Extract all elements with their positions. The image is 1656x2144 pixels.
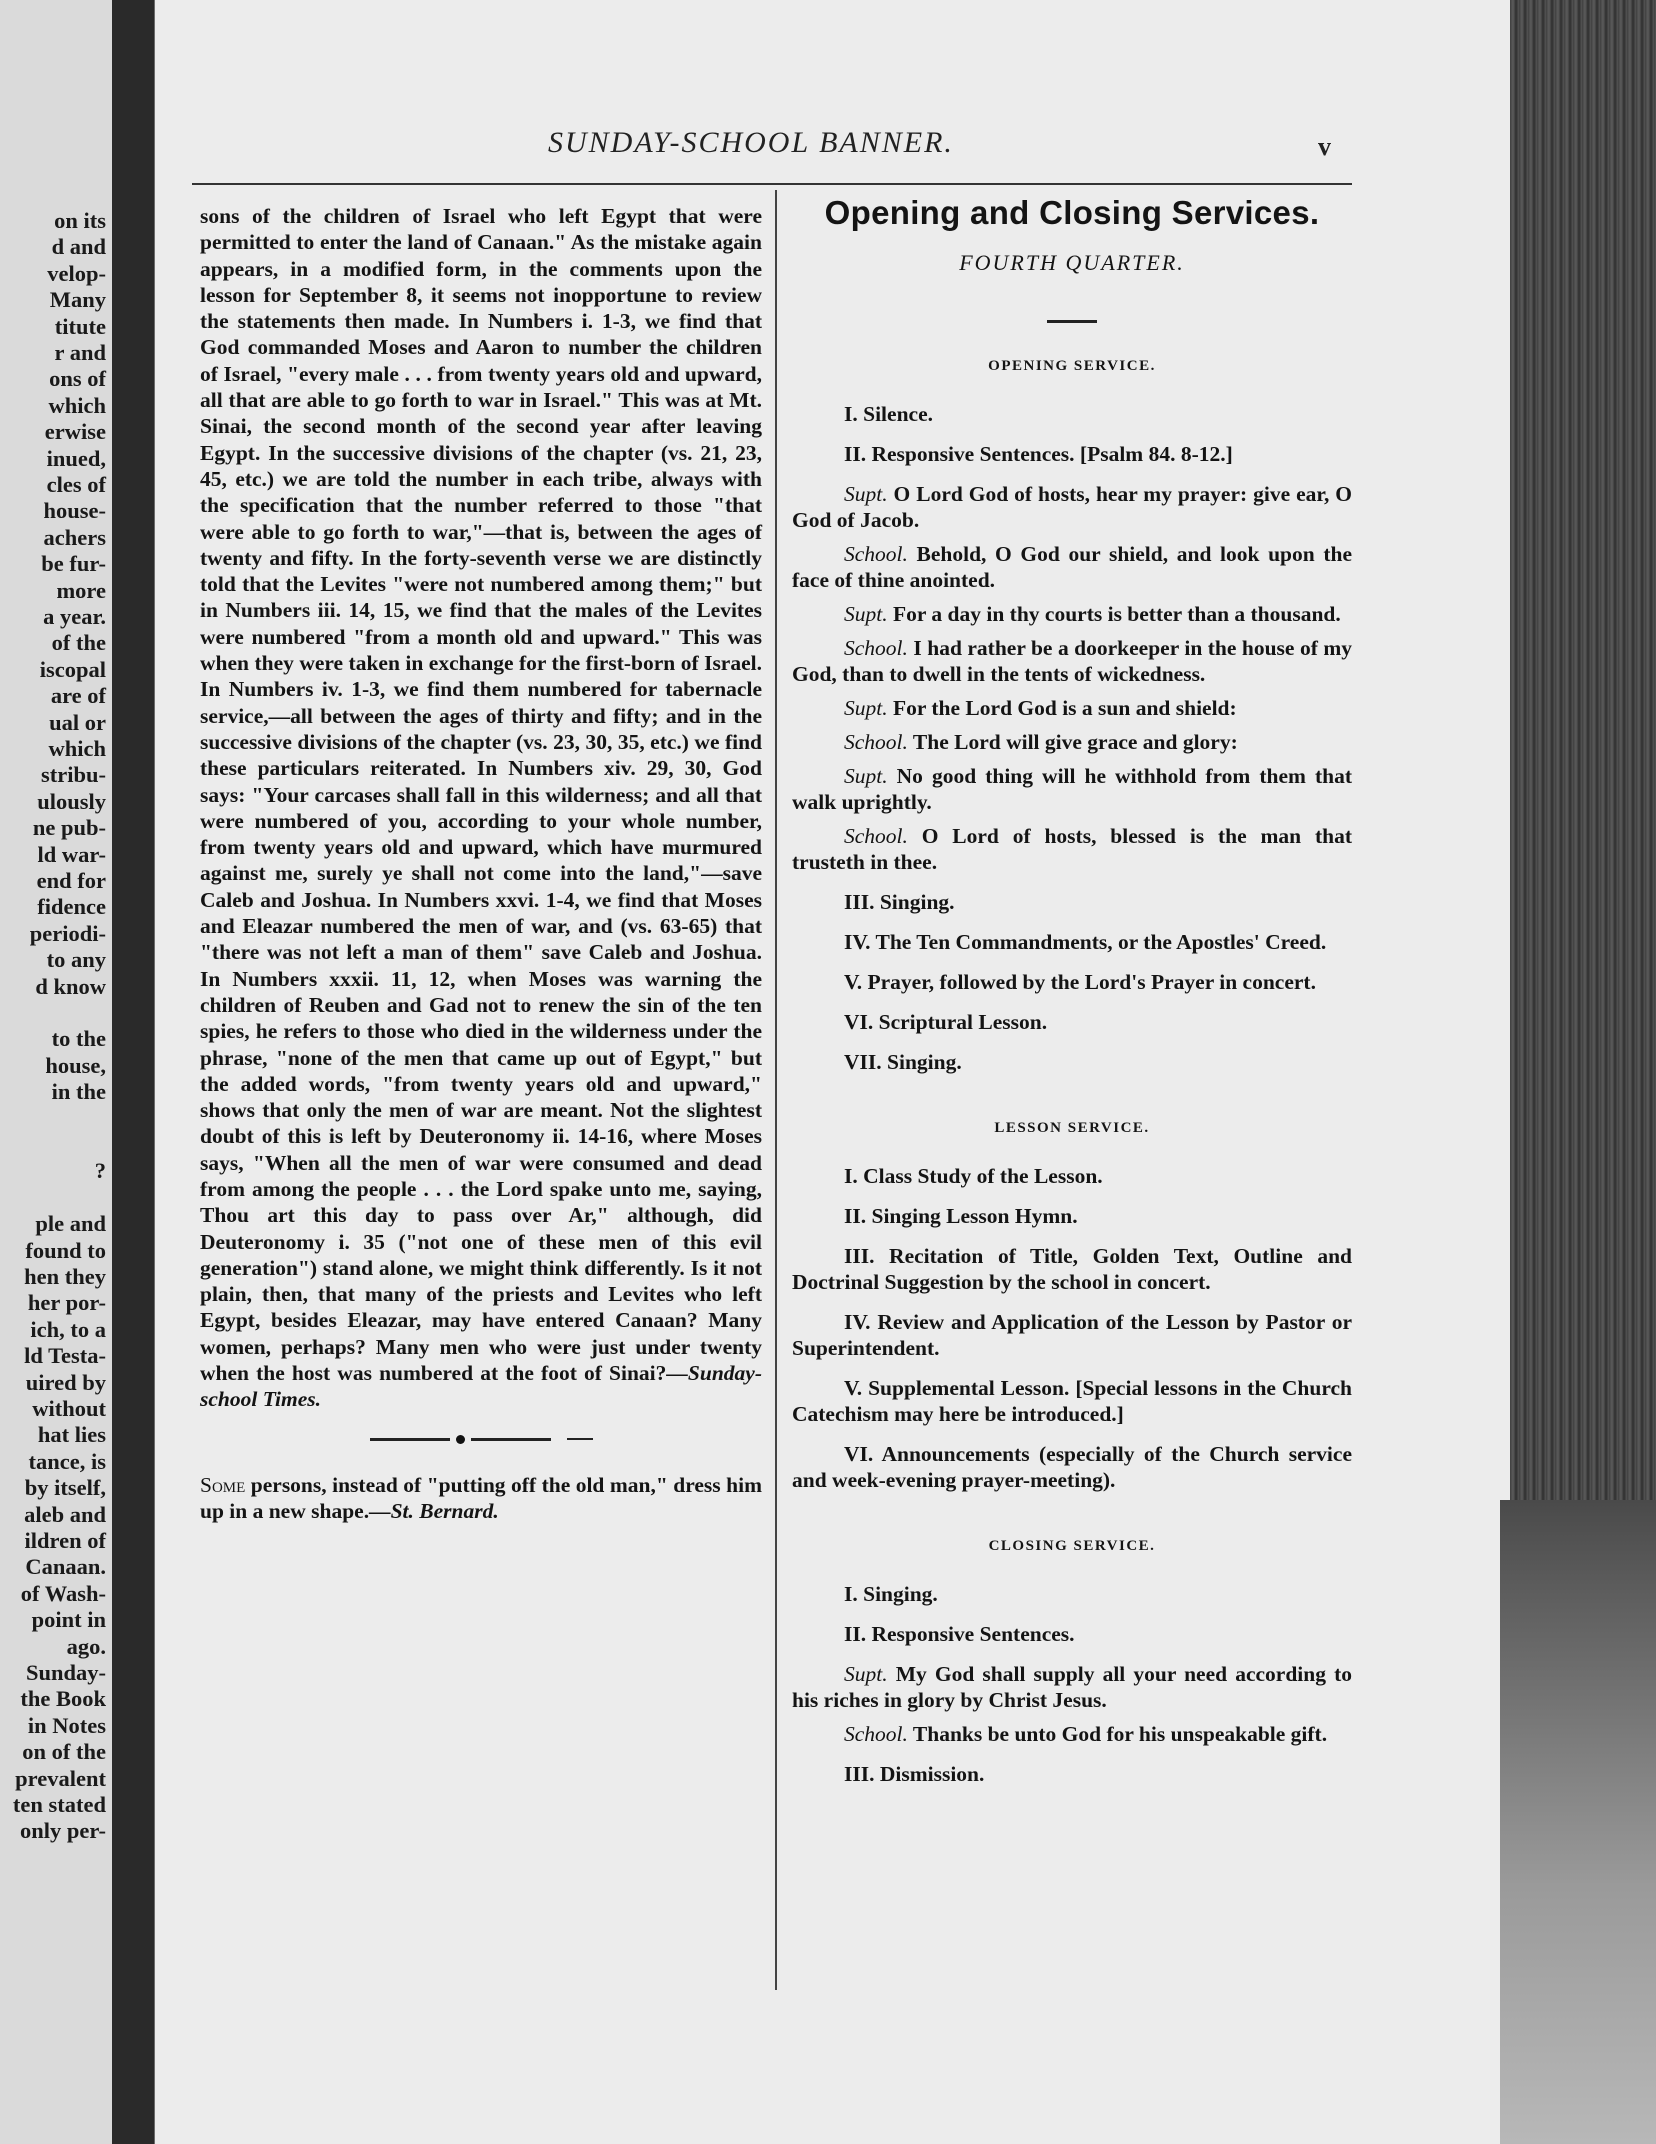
- service-item: VI. Announcements (especially of the Church service and week-evening prayer-meeting).: [792, 1442, 1352, 1492]
- facing-page-line: uired by: [25, 1369, 106, 1395]
- facing-page-line: which: [48, 392, 106, 418]
- quote-attribution: —St. Bernard.: [369, 1498, 499, 1523]
- facing-page-line: house-: [43, 498, 106, 524]
- facing-page-line: Sunday-: [25, 1660, 106, 1685]
- facing-page-line: fidence: [37, 894, 106, 920]
- facing-page-line: titute: [54, 313, 106, 339]
- facing-page-line: end for: [36, 868, 106, 893]
- facing-page-line: of the: [51, 630, 106, 656]
- facing-page-line: ld Testa-: [24, 1343, 106, 1369]
- column-rule: [775, 190, 777, 1990]
- page-number: v: [1318, 132, 1331, 161]
- service-item: III. Dismission.: [844, 1762, 985, 1786]
- facing-page-line: the Book: [20, 1686, 106, 1712]
- facing-page-line: on of the: [22, 1739, 106, 1765]
- running-head: SUNDAY-SCHOOL BANNER.: [548, 126, 954, 159]
- responsive-line: School. I had rather be a doorkeeper in the house of my God, than to dwell in the tents of wickedness.: [792, 636, 1352, 686]
- facing-page-line: ual or: [49, 709, 106, 735]
- quote-text: persons, instead of "putting off the old man," dress him up in a new shape.: [200, 1472, 762, 1523]
- facing-page-fragment: [0, 0, 112, 2144]
- facing-page-line: to any: [46, 947, 106, 973]
- facing-page-line: periodi-: [29, 920, 106, 946]
- responsive-line: Supt. For the Lord God is a sun and shield:: [844, 696, 1237, 720]
- service-item: IV. The Ten Commandments, or the Apostles' Creed.: [844, 930, 1327, 954]
- title-rule: [1047, 320, 1097, 323]
- service-item: V. Supplemental Lesson. [Special lessons in the Church Catechism may here be introduced.]: [792, 1376, 1352, 1426]
- facing-page-line: cles of: [46, 472, 106, 497]
- facing-page-line: in the: [51, 1079, 106, 1105]
- article-text: sons of the children of Israel who left Egypt that were permitted to enter the land of Canaan." As the mistake again appears, in a modified form, in the comments upon the lesson for September 8, it seems not inopportune to review the statements then made. In Numbers i. 1-3, we find that God commanded Moses and Aaron to number the children of Israel, "every male . . . from twenty years old and upward, all that are able to go forth to war in Israel." This was at Mt. Sinai, the second month of the second year after leaving Egypt. In the successive divisions of the chapter (vs. 21, 23, 45, etc.) we are told the number in each tribe, always with the specification that the number referred to those "that were able to go forth to war,"—that is, between the ages of twenty and fifty. In the forty-seventh verse we are distinctly told that the Levites "were not numbered among them;" but in Numbers iii. 14, 15, we find that the males of the Levites were numbered "from a month old and upward." This was when they were taken in exchange for the first-born of Israel. In Numbers iv. 1-3, we find them numbered for tabernacle service,—all between the ages of thirty and fifty; and in the successive divisions of the chapter (vs. 23, 30, 35, etc.) we find these particulars reiterated. In Numbers xiv. 29, 30, God says: "Your carcases shall fall in this wilderness; and all that were numbered of you, according to your whole number, from twenty years old and upward, which have murmured against me, surely ye shall not come into the land,"—save Caleb and Joshua. In Numbers xxvi. 1-4, we find that Moses and Eleazar numbered the men of war, and (vs. 63-65) that "there was not left a man of them" save Caleb and Joshua. In Numbers xxxii. 11, 12, when Moses was warning the children of Reuben and Gad not to renew the sin of the ten spies, he refers to those who died in the wilderness under the phrase, "none of the men that came up out of Egypt," but the added words, "from twenty years old and upward," shows that only the men of war are meant. Not the slightest doubt of this is left by Deuteronomy ii. 14-16, where Moses says, "When all the men of war were consumed and dead from among the people . . . the Lord spake unto me, saying, Thou art this day to pass over Ar," although, did Deuteronomy i. 35 ("not one of these men of this evil generation") stand alone, we might think differently. Is it not plain, then, that many of the priests and Levites who left Egypt, besides Eleazar, may have entered Canaan? Many women, perhaps? Many men who were just under twenty when the host was numbered at the foot of Sinai?: [200, 204, 762, 1386]
- facing-page-line: prevalent: [15, 1765, 106, 1791]
- facing-page-line: inued,: [46, 445, 106, 471]
- facing-page-line: Canaan.: [25, 1554, 106, 1580]
- section-heading: LESSON SERVICE.: [994, 1120, 1150, 1136]
- service-item: I. Silence.: [844, 402, 933, 426]
- service-item: II. Responsive Sentences. [Psalm 84. 8-12.]: [844, 442, 1233, 466]
- facing-page-line: ne pub-: [32, 815, 106, 841]
- facing-page-line: velop-: [47, 260, 106, 286]
- facing-page-line: are of: [50, 683, 106, 709]
- facing-page-line: house,: [45, 1052, 106, 1078]
- service-item: II. Singing Lesson Hymn.: [844, 1204, 1078, 1228]
- quote-lead: Some: [200, 1472, 246, 1497]
- ornamental-divider: [200, 1435, 762, 1444]
- responsive-line: Supt. O Lord God of hosts, hear my prayer: give ear, O God of Jacob.: [792, 482, 1352, 532]
- responsive-line: Supt. No good thing will he withhold from them that walk uprightly.: [792, 764, 1352, 814]
- responsive-line: School. Thanks be unto God for his unspeakable gift.: [844, 1722, 1328, 1746]
- facing-page-line: ld war-: [37, 841, 106, 867]
- service-item: V. Prayer, followed by the Lord's Prayer in concert.: [844, 970, 1316, 994]
- section-heading: CLOSING SERVICE.: [988, 1538, 1156, 1554]
- opening-service: [792, 353, 1352, 1075]
- facing-page-line: without: [32, 1396, 106, 1421]
- facing-page-line: to the: [51, 1026, 106, 1052]
- service-item: VII. Singing.: [844, 1050, 962, 1074]
- facing-page-line: more: [56, 577, 106, 603]
- book-gutter: [112, 0, 154, 2144]
- facing-page-line: ulously: [37, 788, 106, 814]
- responsive-line: School. O Lord of hosts, blessed is the man that trusteth in thee.: [792, 824, 1352, 874]
- facing-page-line: only per-: [19, 1818, 106, 1844]
- article-attribution: —Sunday-school Times.: [200, 1361, 762, 1412]
- facing-page-line: ple and: [35, 1211, 106, 1237]
- facing-page-line: stribu-: [40, 762, 106, 788]
- service-item: III. Recitation of Title, Golden Text, Outline and Doctrinal Suggestion by the school in concert.: [792, 1244, 1352, 1294]
- facing-page-line: be fur-: [41, 551, 106, 577]
- facing-page-line: point in: [31, 1607, 106, 1633]
- facing-page-line: iscopal: [39, 656, 106, 682]
- service-item: IV. Review and Application of the Lesson by Pastor or Superintendent.: [792, 1310, 1352, 1360]
- facing-page-line: aleb and: [24, 1501, 106, 1527]
- facing-page-line: ten stated: [12, 1792, 106, 1817]
- facing-page-line: by itself,: [24, 1475, 106, 1501]
- page-edges-lower: [1500, 1500, 1656, 2144]
- responsive-line: Supt. For a day in thy courts is better than a thousand.: [844, 602, 1341, 626]
- left-column: [200, 203, 762, 1524]
- facing-page-line: ons of: [49, 366, 106, 392]
- closing-service: [792, 1533, 1352, 1787]
- facing-page-line: ?: [94, 1158, 106, 1184]
- facing-page-line: Many: [49, 287, 106, 313]
- facing-page-line: found to: [25, 1237, 106, 1263]
- article-body: [200, 203, 762, 1413]
- facing-page-line: r and: [54, 340, 106, 365]
- facing-page-line: d and: [51, 234, 106, 260]
- facing-page-line: on its: [54, 208, 106, 233]
- facing-page-line: tance, is: [28, 1448, 106, 1474]
- facing-page-line: which: [48, 736, 106, 761]
- quote-paragraph: [200, 1472, 762, 1525]
- header-rule: [192, 183, 1352, 185]
- facing-page-line: in Notes: [27, 1712, 106, 1738]
- facing-page-line: ich, to a: [30, 1316, 106, 1342]
- facing-page-line: hat lies: [37, 1422, 106, 1448]
- responsive-line: Supt. My God shall supply all your need according to his riches in glory by Christ Jesus.: [792, 1662, 1352, 1712]
- facing-page-line: d know: [35, 973, 106, 999]
- right-column: [792, 194, 1352, 1801]
- facing-page-line: ildren of: [24, 1528, 106, 1553]
- responsive-line: School. The Lord will give grace and glory:: [844, 730, 1238, 754]
- facing-page-line: erwise: [44, 419, 106, 445]
- service-item: I. Class Study of the Lesson.: [844, 1164, 1103, 1188]
- facing-page-line: of Wash-: [20, 1580, 106, 1606]
- facing-page-line: hen they: [24, 1264, 106, 1289]
- facing-page-line: achers: [43, 524, 106, 550]
- section-heading: OPENING SERVICE.: [988, 358, 1156, 374]
- article-title: Opening and Closing Services.: [824, 194, 1320, 231]
- responsive-line: School. Behold, O God our shield, and look upon the face of thine anointed.: [792, 542, 1352, 592]
- facing-page-line: a year.: [43, 604, 106, 629]
- article-subtitle: FOURTH QUARTER.: [959, 250, 1185, 275]
- service-item: VI. Scriptural Lesson.: [844, 1010, 1048, 1034]
- facing-page-line: her por-: [27, 1290, 106, 1316]
- lesson-service: [792, 1115, 1352, 1493]
- service-item: I. Singing.: [844, 1582, 938, 1606]
- service-item: II. Responsive Sentences.: [844, 1622, 1075, 1646]
- service-item: III. Singing.: [844, 890, 955, 914]
- facing-page-line: ago.: [66, 1633, 106, 1659]
